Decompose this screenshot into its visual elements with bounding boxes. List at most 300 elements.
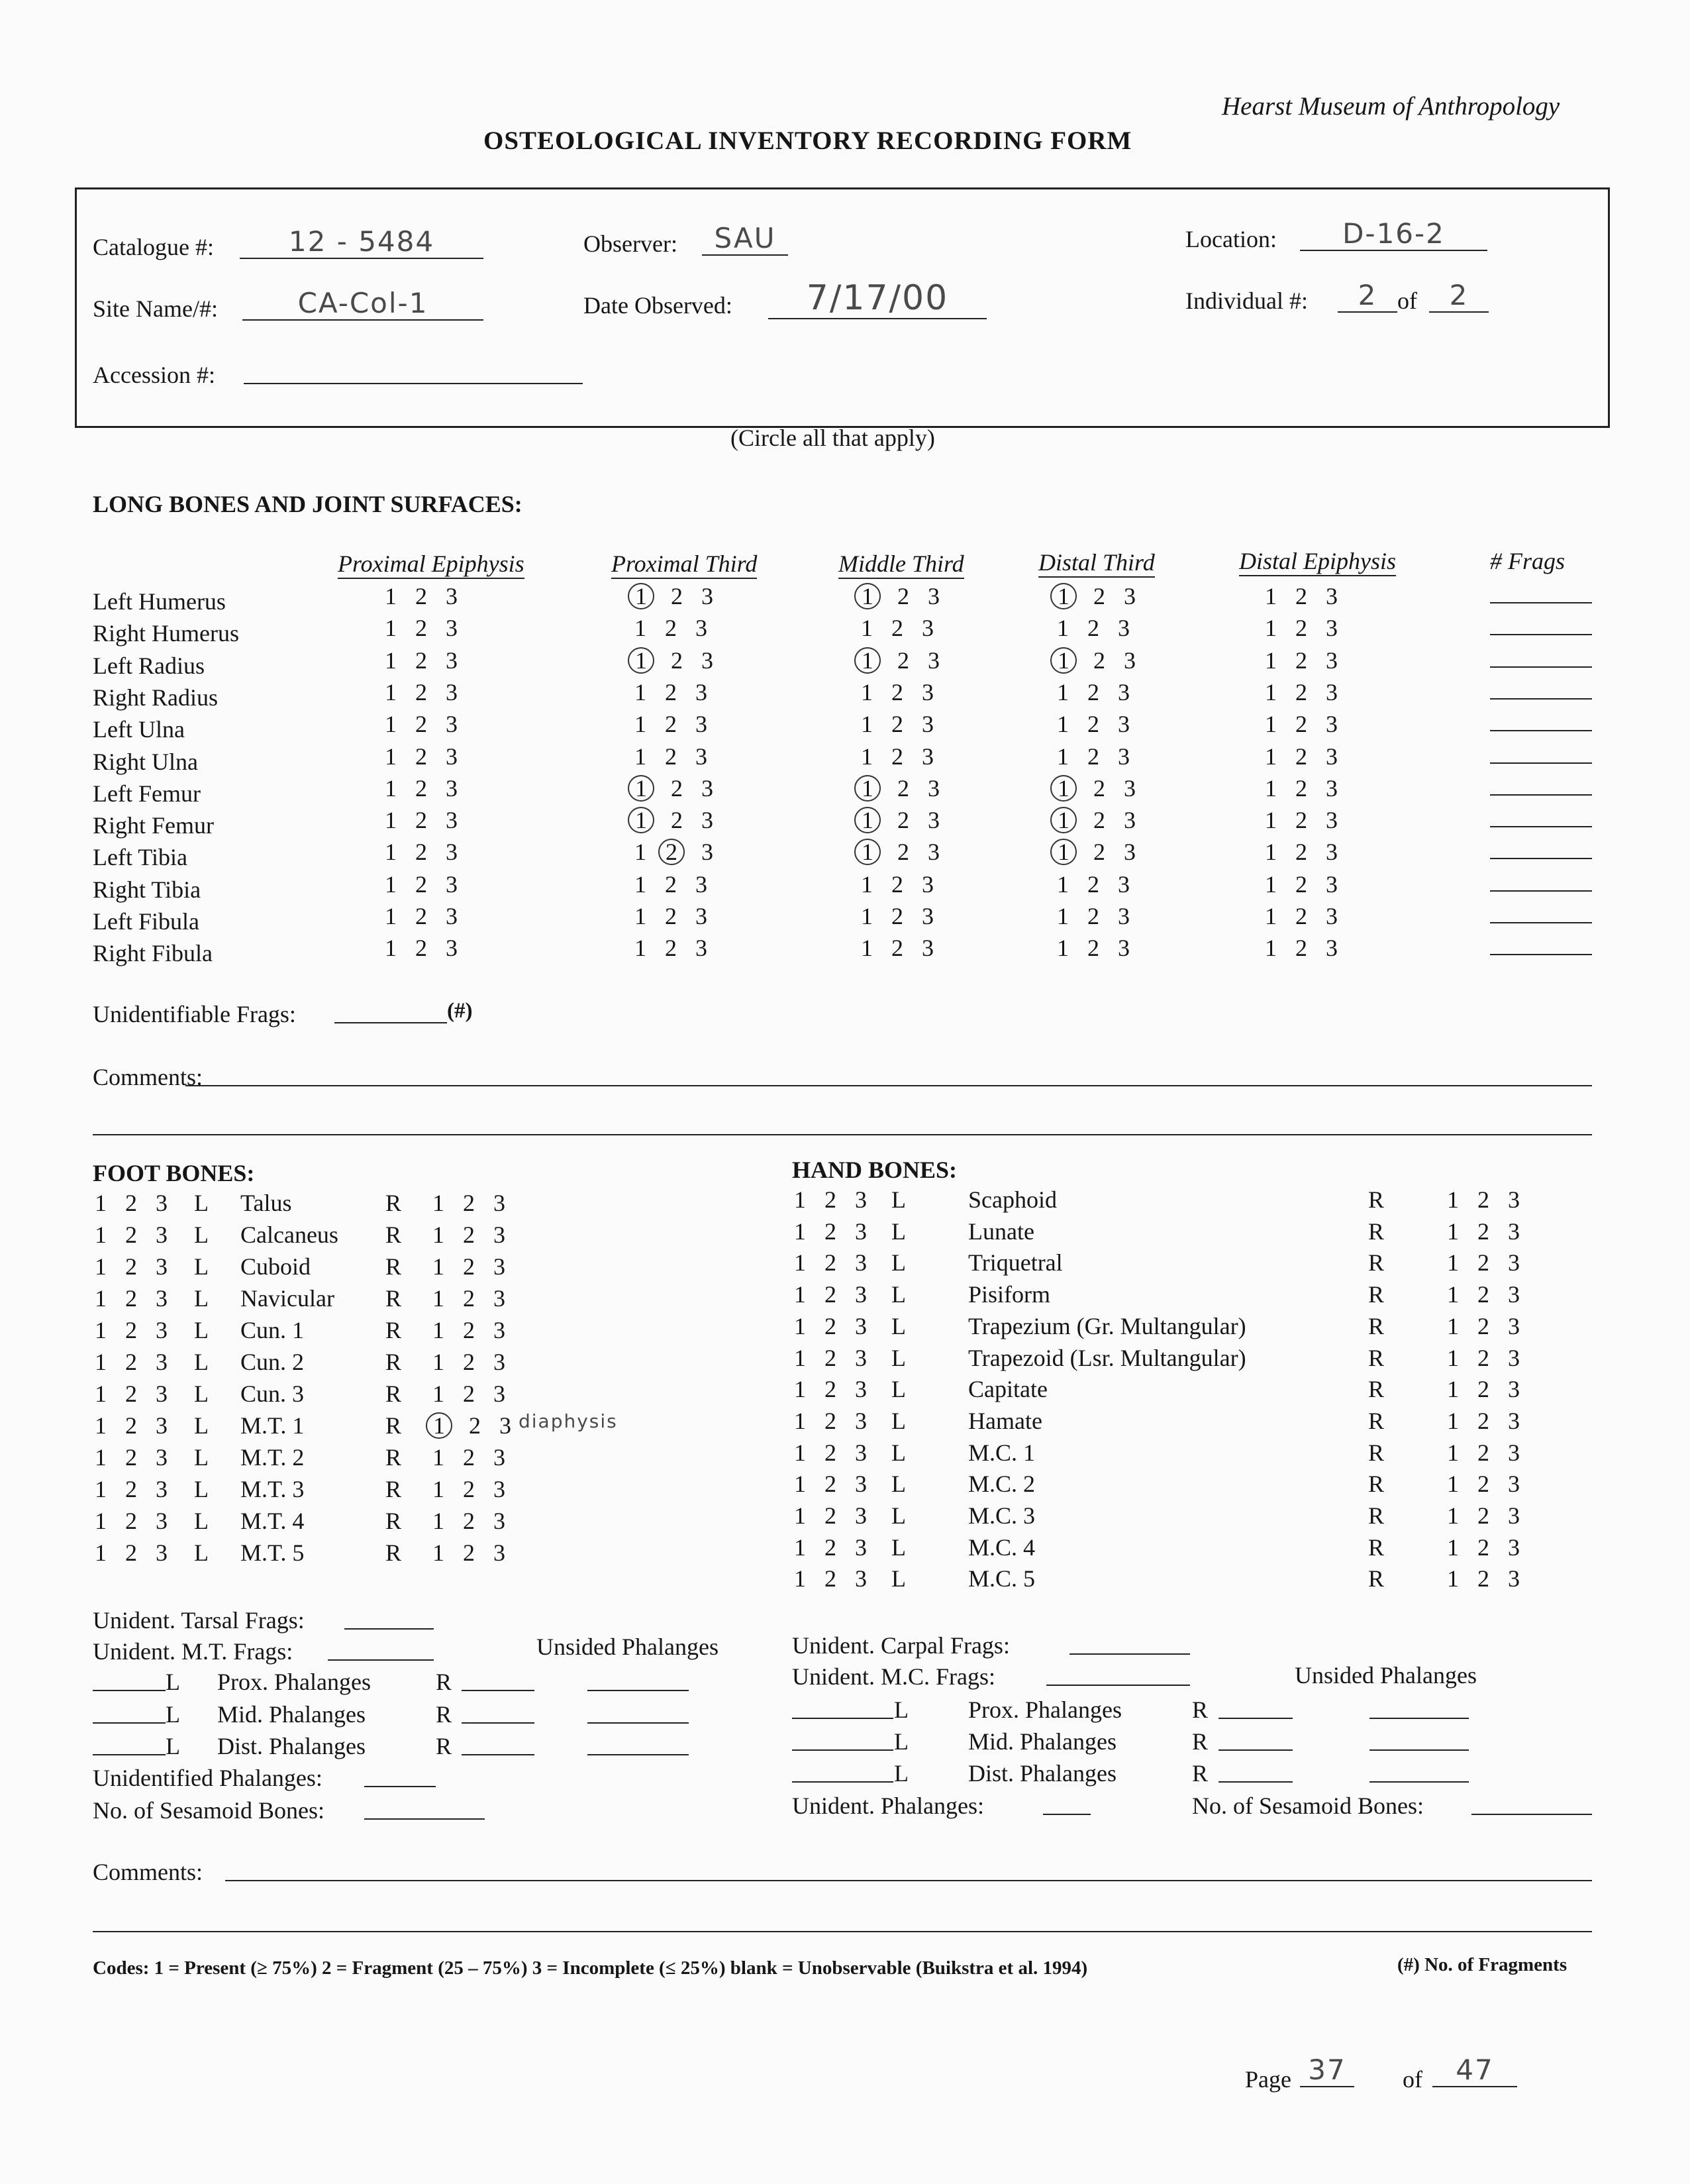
accession-field[interactable] [244,358,583,384]
foot-cun-1-right-option-1[interactable]: 1 [432,1317,444,1343]
long-bone-right-ulna-col5-option-1[interactable]: 1 [1265,743,1277,770]
hand-m-c-2-right-option-3[interactable]: 3 [1508,1471,1520,1498]
foot-m-t-3-right-option-2[interactable]: 2 [463,1476,475,1502]
foot-m-t-4-right-option-3[interactable]: 3 [493,1508,505,1534]
long-bone-right-fibula-col3-option-1[interactable]: 1 [861,935,873,962]
long-bone-left-tibia-frags-field[interactable] [1490,835,1592,859]
long-bone-right-femur-col5-option-2[interactable]: 2 [1295,807,1307,834]
hand-m-c-4-right-option-3[interactable]: 3 [1508,1534,1520,1561]
long-bone-right-femur-col1-option-3[interactable]: 3 [446,807,458,834]
long-bone-right-humerus-col3-option-2[interactable]: 2 [891,615,903,642]
hand-scaphoid-left-option-3[interactable]: 3 [855,1186,867,1213]
hand-m-c-4-left-option-3[interactable]: 3 [855,1534,867,1561]
long-bone-right-ulna-col2-option-3[interactable]: 3 [695,743,707,770]
long-bone-left-fibula-col4-option-1[interactable]: 1 [1057,903,1069,929]
hand-m-c-2-right-option-2[interactable]: 2 [1477,1471,1489,1498]
long-bone-right-fibula-col1-option-3[interactable]: 3 [446,935,458,962]
hand-trapezoid-lsr-multangular-left-option-2[interactable]: 2 [824,1344,836,1371]
hand-m-c-5-right-option-2[interactable]: 2 [1477,1565,1489,1592]
long-bone-left-ulna-col5-option-3[interactable]: 3 [1326,711,1338,738]
long-bone-right-radius-col2-option-3[interactable]: 3 [695,678,707,705]
hand-unid-phalanges-field[interactable] [1043,1789,1091,1815]
site-field[interactable]: CA-Col-1 [242,287,483,321]
long-bone-left-femur-col2-option-1[interactable]: 1 [628,775,654,802]
hand-trapezium-gr-multangular-right-option-2[interactable]: 2 [1477,1312,1489,1339]
long-bone-right-tibia-col3-option-3[interactable]: 3 [922,870,934,898]
hand-hamate-right-option-1[interactable]: 1 [1447,1407,1459,1434]
foot-m-t-2-right-option-1[interactable]: 1 [432,1444,444,1471]
long-bone-right-humerus-col5-option-3[interactable]: 3 [1326,615,1338,642]
long-bone-left-humerus-col1-option-1[interactable]: 1 [385,583,397,609]
long-bone-right-humerus-col4-option-3[interactable]: 3 [1118,615,1130,642]
foot-calcaneus-left-option-2[interactable]: 2 [125,1222,137,1248]
long-bone-right-tibia-col5-option-3[interactable]: 3 [1326,870,1338,898]
tarsal-frags-field[interactable] [344,1603,434,1630]
long-bone-right-fibula-col5-option-2[interactable]: 2 [1295,935,1307,962]
hand-dist-phalanges-unsided-field[interactable] [1369,1756,1469,1783]
long-bone-right-radius-col3-option-2[interactable]: 2 [891,678,903,705]
long-bone-right-radius-col5-option-1[interactable]: 1 [1265,678,1277,705]
foot-calcaneus-left-option-3[interactable]: 3 [156,1222,168,1248]
long-bone-right-humerus-col5-option-1[interactable]: 1 [1265,615,1277,642]
long-bone-right-humerus-col3-option-3[interactable]: 3 [922,615,934,642]
long-bone-right-humerus-col5-option-2[interactable]: 2 [1295,615,1307,642]
hand-triquetral-right-option-3[interactable]: 3 [1508,1249,1520,1276]
long-bone-left-fibula-col5-option-1[interactable]: 1 [1265,903,1277,929]
hand-scaphoid-right-option-1[interactable]: 1 [1447,1186,1459,1213]
long-bone-left-femur-col1-option-2[interactable]: 2 [415,774,427,802]
foot-unid-phalanges-field[interactable] [364,1761,436,1787]
mt-frags-field[interactable] [328,1634,434,1661]
long-bone-right-femur-col3-option-2[interactable]: 2 [897,807,909,834]
long-bone-right-femur-col2-option-2[interactable]: 2 [671,807,683,834]
hand-m-c-1-left-option-2[interactable]: 2 [824,1439,836,1466]
hand-m-c-1-right-option-3[interactable]: 3 [1508,1439,1520,1466]
foot-cuboid-left-option-2[interactable]: 2 [125,1253,137,1280]
foot-talus-right-option-1[interactable]: 1 [432,1190,444,1216]
long-bone-left-fibula-col2-option-3[interactable]: 3 [695,903,707,929]
hand-m-c-4-right-option-2[interactable]: 2 [1477,1534,1489,1561]
long-bone-right-fibula-col5-option-3[interactable]: 3 [1326,935,1338,962]
long-bone-left-humerus-col4-option-2[interactable]: 2 [1093,583,1105,609]
foot-m-t-2-left-option-1[interactable]: 1 [95,1444,107,1471]
long-bone-left-radius-col2-option-2[interactable]: 2 [671,647,683,674]
long-bone-right-radius-col5-option-3[interactable]: 3 [1326,678,1338,705]
long-bone-right-fibula-col1-option-1[interactable]: 1 [385,935,397,962]
long-bone-left-radius-col3-option-3[interactable]: 3 [928,647,940,674]
long-bone-right-ulna-col2-option-2[interactable]: 2 [665,743,677,770]
long-bone-right-radius-col4-option-2[interactable]: 2 [1087,678,1099,705]
foot-m-t-3-right-option-3[interactable]: 3 [493,1476,505,1502]
foot-m-t-3-left-option-1[interactable]: 1 [95,1476,107,1502]
long-bone-left-humerus-col5-option-3[interactable]: 3 [1326,583,1338,609]
hand-triquetral-right-option-2[interactable]: 2 [1477,1249,1489,1276]
long-bone-left-fibula-col1-option-3[interactable]: 3 [446,903,458,929]
hand-m-c-4-left-option-2[interactable]: 2 [824,1534,836,1561]
long-bone-left-femur-col5-option-3[interactable]: 3 [1326,774,1338,802]
long-bone-left-femur-col3-option-1[interactable]: 1 [854,775,881,802]
hand-lunate-left-option-2[interactable]: 2 [824,1218,836,1245]
long-bone-left-femur-col4-option-3[interactable]: 3 [1124,774,1136,802]
long-bone-left-femur-col1-option-1[interactable]: 1 [385,774,397,802]
long-bone-left-radius-col2-option-1[interactable]: 1 [628,647,654,674]
long-bone-right-ulna-col4-option-1[interactable]: 1 [1057,743,1069,770]
hand-m-c-2-left-option-1[interactable]: 1 [794,1471,806,1498]
long-bone-left-ulna-col2-option-1[interactable]: 1 [634,711,646,738]
long-bone-left-radius-col4-option-1[interactable]: 1 [1050,647,1077,674]
long-bone-right-ulna-col4-option-3[interactable]: 3 [1118,743,1130,770]
long-bones-comments-field[interactable] [185,1060,1592,1086]
long-bone-right-humerus-col1-option-2[interactable]: 2 [415,615,427,642]
hand-hamate-left-option-3[interactable]: 3 [855,1407,867,1434]
long-bone-left-radius-col3-option-2[interactable]: 2 [897,647,909,674]
long-bone-left-fibula-col1-option-2[interactable]: 2 [415,903,427,929]
foot-cun-1-left-option-1[interactable]: 1 [95,1317,107,1343]
foot-m-t-1-left-option-2[interactable]: 2 [125,1412,137,1439]
foot-cuboid-right-option-2[interactable]: 2 [463,1253,475,1280]
foot-cun-3-left-option-1[interactable]: 1 [95,1380,107,1407]
long-bone-right-radius-col3-option-1[interactable]: 1 [861,678,873,705]
foot-talus-right-option-3[interactable]: 3 [493,1190,505,1216]
foot-prox-phalanges-left-field[interactable] [93,1665,166,1691]
foot-cun-2-left-option-3[interactable]: 3 [156,1349,168,1375]
foot-m-t-5-right-option-3[interactable]: 3 [493,1539,505,1566]
foot-cuboid-right-option-1[interactable]: 1 [432,1253,444,1280]
long-bone-right-ulna-col3-option-3[interactable]: 3 [922,743,934,770]
hand-capitate-left-option-1[interactable]: 1 [794,1376,806,1403]
long-bone-left-fibula-col5-option-3[interactable]: 3 [1326,903,1338,929]
long-bone-left-fibula-col2-option-2[interactable]: 2 [665,903,677,929]
hand-hamate-right-option-2[interactable]: 2 [1477,1407,1489,1434]
location-field[interactable]: D-16-2 [1300,217,1487,251]
foot-m-t-5-left-option-2[interactable]: 2 [125,1539,137,1566]
hand-capitate-right-option-3[interactable]: 3 [1508,1376,1520,1403]
foot-navicular-left-option-2[interactable]: 2 [125,1285,137,1312]
hand-capitate-right-option-2[interactable]: 2 [1477,1376,1489,1403]
long-bone-left-radius-col5-option-3[interactable]: 3 [1326,647,1338,674]
long-bone-left-radius-col1-option-2[interactable]: 2 [415,647,427,674]
long-bone-right-tibia-col4-option-2[interactable]: 2 [1087,870,1099,898]
hand-pisiform-right-option-3[interactable]: 3 [1508,1281,1520,1308]
long-bone-right-fibula-col2-option-1[interactable]: 1 [634,935,646,962]
catalogue-field[interactable]: 12 - 5484 [240,225,483,259]
long-bone-right-femur-col1-option-2[interactable]: 2 [415,807,427,834]
long-bone-left-femur-col2-option-2[interactable]: 2 [671,774,683,802]
long-bone-left-femur-col2-option-3[interactable]: 3 [701,774,713,802]
hand-capitate-right-option-1[interactable]: 1 [1447,1376,1459,1403]
long-bone-left-tibia-col5-option-2[interactable]: 2 [1295,839,1307,866]
hand-prox-phalanges-left-field[interactable] [792,1692,893,1719]
hand-capitate-left-option-2[interactable]: 2 [824,1376,836,1403]
long-bone-right-femur-col3-option-1[interactable]: 1 [854,807,881,833]
hand-m-c-4-left-option-1[interactable]: 1 [794,1534,806,1561]
hand-prox-phalanges-unsided-field[interactable] [1369,1692,1469,1719]
long-bone-left-femur-col4-option-2[interactable]: 2 [1093,774,1105,802]
foot-cuboid-left-option-3[interactable]: 3 [156,1253,168,1280]
long-bone-right-radius-col1-option-2[interactable]: 2 [415,678,427,705]
hand-m-c-3-right-option-2[interactable]: 2 [1477,1502,1489,1529]
foot-m-t-1-right-option-1[interactable]: 1 [426,1412,452,1439]
long-bone-right-femur-col3-option-3[interactable]: 3 [928,807,940,834]
long-bone-left-fibula-col3-option-2[interactable]: 2 [891,903,903,929]
foot-mid-phalanges-left-field[interactable] [93,1697,166,1724]
hand-trapezium-gr-multangular-left-option-1[interactable]: 1 [794,1312,806,1339]
foot-m-t-4-left-option-1[interactable]: 1 [95,1508,107,1534]
long-bone-left-radius-col3-option-1[interactable]: 1 [854,647,881,674]
page-current-field[interactable]: 37 [1300,2054,1354,2087]
hand-trapezoid-lsr-multangular-right-option-3[interactable]: 3 [1508,1344,1520,1371]
foot-m-t-3-left-option-2[interactable]: 2 [125,1476,137,1502]
foot-m-t-2-left-option-3[interactable]: 3 [156,1444,168,1471]
long-bone-right-tibia-col3-option-1[interactable]: 1 [861,870,873,898]
long-bone-right-radius-col5-option-2[interactable]: 2 [1295,678,1307,705]
hand-m-c-2-left-option-2[interactable]: 2 [824,1471,836,1498]
hand-mid-phalanges-right-field[interactable] [1218,1724,1293,1751]
hand-triquetral-left-option-1[interactable]: 1 [794,1249,806,1276]
long-bone-right-humerus-col1-option-1[interactable]: 1 [385,615,397,642]
long-bone-right-femur-frags-field[interactable] [1490,804,1592,827]
long-bone-right-ulna-col5-option-3[interactable]: 3 [1326,743,1338,770]
hand-m-c-3-left-option-2[interactable]: 2 [824,1502,836,1529]
long-bone-left-radius-col1-option-1[interactable]: 1 [385,647,397,674]
long-bone-right-humerus-col2-option-3[interactable]: 3 [695,615,707,642]
long-bone-right-ulna-frags-field[interactable] [1490,740,1592,764]
long-bone-left-tibia-col1-option-3[interactable]: 3 [446,839,458,866]
foot-m-t-5-right-option-2[interactable]: 2 [463,1539,475,1566]
long-bone-left-tibia-col5-option-1[interactable]: 1 [1265,839,1277,866]
long-bone-left-femur-col3-option-3[interactable]: 3 [928,774,940,802]
foot-sesamoid-field[interactable] [364,1793,485,1820]
foot-cun-2-right-option-2[interactable]: 2 [463,1349,475,1375]
long-bone-right-ulna-col1-option-2[interactable]: 2 [415,743,427,770]
long-bone-left-fibula-col2-option-1[interactable]: 1 [634,903,646,929]
hand-trapezoid-lsr-multangular-right-option-2[interactable]: 2 [1477,1344,1489,1371]
long-bone-left-ulna-col3-option-2[interactable]: 2 [891,711,903,738]
long-bone-left-ulna-col2-option-2[interactable]: 2 [665,711,677,738]
hand-mid-phalanges-unsided-field[interactable] [1369,1724,1469,1751]
unident-frags-field[interactable] [334,997,447,1023]
hand-capitate-left-option-3[interactable]: 3 [855,1376,867,1403]
foot-cun-3-right-option-3[interactable]: 3 [493,1380,505,1407]
long-bone-right-tibia-col1-option-1[interactable]: 1 [385,870,397,898]
hand-trapezium-gr-multangular-left-option-3[interactable]: 3 [855,1312,867,1339]
long-bone-right-femur-col4-option-1[interactable]: 1 [1050,807,1077,833]
hand-m-c-5-left-option-1[interactable]: 1 [794,1565,806,1592]
long-bone-left-fibula-frags-field[interactable] [1490,900,1592,923]
hand-mid-phalanges-left-field[interactable] [792,1724,893,1751]
long-bone-left-tibia-col3-option-2[interactable]: 2 [897,839,909,866]
long-bone-right-radius-col1-option-1[interactable]: 1 [385,678,397,705]
hand-pisiform-left-option-3[interactable]: 3 [855,1281,867,1308]
long-bone-right-tibia-col5-option-2[interactable]: 2 [1295,870,1307,898]
foot-m-t-3-left-option-3[interactable]: 3 [156,1476,168,1502]
observer-field[interactable]: SAU [702,222,788,256]
long-bone-left-fibula-col1-option-1[interactable]: 1 [385,903,397,929]
long-bone-left-tibia-col2-option-1[interactable]: 1 [634,839,646,866]
long-bone-left-femur-col4-option-1[interactable]: 1 [1050,775,1077,802]
foot-calcaneus-right-option-2[interactable]: 2 [463,1222,475,1248]
hand-scaphoid-left-option-2[interactable]: 2 [824,1186,836,1213]
long-bone-left-fibula-col4-option-3[interactable]: 3 [1118,903,1130,929]
hand-m-c-5-left-option-3[interactable]: 3 [855,1565,867,1592]
foot-mid-phalanges-unsided-field[interactable] [587,1697,689,1724]
long-bone-right-ulna-col3-option-2[interactable]: 2 [891,743,903,770]
long-bone-left-humerus-col5-option-1[interactable]: 1 [1265,583,1277,609]
long-bone-right-fibula-col2-option-2[interactable]: 2 [665,935,677,962]
long-bone-right-humerus-col2-option-2[interactable]: 2 [665,615,677,642]
long-bone-left-humerus-col2-option-2[interactable]: 2 [671,583,683,609]
hand-sesamoid-field[interactable] [1471,1789,1592,1815]
hand-m-c-3-left-option-3[interactable]: 3 [855,1502,867,1529]
long-bone-left-fibula-col3-option-1[interactable]: 1 [861,903,873,929]
foot-m-t-5-left-option-1[interactable]: 1 [95,1539,107,1566]
foot-calcaneus-left-option-1[interactable]: 1 [95,1222,107,1248]
date-observed-field[interactable]: 7/17/00 [768,278,987,319]
foot-m-t-5-left-option-3[interactable]: 3 [156,1539,168,1566]
hand-m-c-5-right-option-1[interactable]: 1 [1447,1565,1459,1592]
long-bone-right-tibia-col2-option-2[interactable]: 2 [665,870,677,898]
long-bone-left-fibula-col5-option-2[interactable]: 2 [1295,903,1307,929]
hand-lunate-right-option-3[interactable]: 3 [1508,1218,1520,1245]
foot-calcaneus-right-option-3[interactable]: 3 [493,1222,505,1248]
long-bone-left-radius-col1-option-3[interactable]: 3 [446,647,458,674]
foot-m-t-2-left-option-2[interactable]: 2 [125,1444,137,1471]
foot-prox-phalanges-right-field[interactable] [462,1665,534,1691]
long-bone-right-tibia-col3-option-2[interactable]: 2 [891,870,903,898]
hand-trapezoid-lsr-multangular-right-option-1[interactable]: 1 [1447,1344,1459,1371]
foot-navicular-right-option-3[interactable]: 3 [493,1285,505,1312]
long-bone-left-ulna-col4-option-2[interactable]: 2 [1087,711,1099,738]
individual-total-field[interactable]: 2 [1429,279,1489,313]
long-bone-left-humerus-col2-option-1[interactable]: 1 [628,583,654,609]
foot-talus-left-option-3[interactable]: 3 [156,1190,168,1216]
hand-m-c-2-left-option-3[interactable]: 3 [855,1471,867,1498]
long-bone-right-ulna-col2-option-1[interactable]: 1 [634,743,646,770]
foot-cun-1-left-option-2[interactable]: 2 [125,1317,137,1343]
foot-navicular-right-option-2[interactable]: 2 [463,1285,475,1312]
long-bone-left-radius-frags-field[interactable] [1490,644,1592,668]
hand-m-c-1-left-option-1[interactable]: 1 [794,1439,806,1466]
hand-prox-phalanges-right-field[interactable] [1218,1692,1293,1719]
hand-hamate-right-option-3[interactable]: 3 [1508,1407,1520,1434]
foot-m-t-4-right-option-1[interactable]: 1 [432,1508,444,1534]
hand-trapezium-gr-multangular-left-option-2[interactable]: 2 [824,1312,836,1339]
foot-cun-1-left-option-3[interactable]: 3 [156,1317,168,1343]
long-bone-right-radius-col3-option-3[interactable]: 3 [922,678,934,705]
long-bone-right-femur-col1-option-1[interactable]: 1 [385,807,397,834]
hand-lunate-left-option-3[interactable]: 3 [855,1218,867,1245]
long-bone-right-radius-col4-option-3[interactable]: 3 [1118,678,1130,705]
foot-m-t-4-left-option-2[interactable]: 2 [125,1508,137,1534]
foot-m-t-1-right-option-2[interactable]: 2 [469,1412,481,1439]
foot-talus-right-option-2[interactable]: 2 [463,1190,475,1216]
mc-frags-field[interactable] [1046,1659,1190,1686]
long-bone-right-ulna-col3-option-1[interactable]: 1 [861,743,873,770]
foot-cun-2-left-option-1[interactable]: 1 [95,1349,107,1375]
foot-dist-phalanges-right-field[interactable] [462,1729,534,1755]
long-bone-left-ulna-col4-option-1[interactable]: 1 [1057,711,1069,738]
long-bone-left-radius-col2-option-3[interactable]: 3 [701,647,713,674]
foot-m-t-5-right-option-1[interactable]: 1 [432,1539,444,1566]
hand-trapezium-gr-multangular-right-option-3[interactable]: 3 [1508,1312,1520,1339]
long-bone-left-femur-col3-option-2[interactable]: 2 [897,774,909,802]
long-bone-left-tibia-col4-option-3[interactable]: 3 [1124,839,1136,866]
long-bone-left-radius-col4-option-2[interactable]: 2 [1093,647,1105,674]
long-bone-right-ulna-col4-option-2[interactable]: 2 [1087,743,1099,770]
foot-cuboid-left-option-1[interactable]: 1 [95,1253,107,1280]
foot-navicular-left-option-3[interactable]: 3 [156,1285,168,1312]
foot-m-t-1-left-option-1[interactable]: 1 [95,1412,107,1439]
hand-m-c-1-right-option-1[interactable]: 1 [1447,1439,1459,1466]
foot-cun-3-right-option-1[interactable]: 1 [432,1380,444,1407]
long-bone-right-ulna-col5-option-2[interactable]: 2 [1295,743,1307,770]
hand-scaphoid-right-option-2[interactable]: 2 [1477,1186,1489,1213]
hand-trapezoid-lsr-multangular-left-option-1[interactable]: 1 [794,1344,806,1371]
foot-prox-phalanges-unsided-field[interactable] [587,1665,689,1691]
foot-m-t-4-left-option-3[interactable]: 3 [156,1508,168,1534]
hand-pisiform-left-option-2[interactable]: 2 [824,1281,836,1308]
foot-mid-phalanges-right-field[interactable] [462,1697,534,1724]
foot-cun-3-left-option-2[interactable]: 2 [125,1380,137,1407]
long-bone-left-humerus-col3-option-3[interactable]: 3 [928,583,940,609]
long-bone-right-ulna-col1-option-1[interactable]: 1 [385,743,397,770]
hand-dist-phalanges-left-field[interactable] [792,1756,893,1783]
foot-cun-3-right-option-2[interactable]: 2 [463,1380,475,1407]
long-bone-left-humerus-frags-field[interactable] [1490,580,1592,603]
long-bone-left-tibia-col1-option-2[interactable]: 2 [415,839,427,866]
long-bone-left-radius-col5-option-1[interactable]: 1 [1265,647,1277,674]
long-bone-right-radius-col1-option-3[interactable]: 3 [446,678,458,705]
foot-navicular-right-option-1[interactable]: 1 [432,1285,444,1312]
long-bone-right-femur-col4-option-2[interactable]: 2 [1093,807,1105,834]
hand-dist-phalanges-right-field[interactable] [1218,1756,1293,1783]
long-bone-right-fibula-col4-option-1[interactable]: 1 [1057,935,1069,962]
foot-m-t-1-left-option-3[interactable]: 3 [156,1412,168,1439]
foot-cun-2-left-option-2[interactable]: 2 [125,1349,137,1375]
long-bone-right-fibula-frags-field[interactable] [1490,931,1592,955]
foot-talus-left-option-1[interactable]: 1 [95,1190,107,1216]
long-bone-right-femur-col4-option-3[interactable]: 3 [1124,807,1136,834]
hand-m-c-5-left-option-2[interactable]: 2 [824,1565,836,1592]
hand-triquetral-left-option-3[interactable]: 3 [855,1249,867,1276]
hand-m-c-1-right-option-2[interactable]: 2 [1477,1439,1489,1466]
long-bone-right-humerus-col1-option-3[interactable]: 3 [446,615,458,642]
hand-scaphoid-right-option-3[interactable]: 3 [1508,1186,1520,1213]
hand-scaphoid-left-option-1[interactable]: 1 [794,1186,806,1213]
long-bone-right-humerus-col2-option-1[interactable]: 1 [634,615,646,642]
long-bone-left-ulna-col1-option-1[interactable]: 1 [385,711,397,738]
hand-lunate-right-option-1[interactable]: 1 [1447,1218,1459,1245]
long-bone-left-humerus-col5-option-2[interactable]: 2 [1295,583,1307,609]
hand-m-c-1-left-option-3[interactable]: 3 [855,1439,867,1466]
long-bone-left-fibula-col3-option-3[interactable]: 3 [922,903,934,929]
long-bone-left-humerus-col2-option-3[interactable]: 3 [701,583,713,609]
long-bone-left-tibia-col3-option-1[interactable]: 1 [854,839,881,865]
foot-dist-phalanges-left-field[interactable] [93,1729,166,1755]
hand-m-c-3-right-option-3[interactable]: 3 [1508,1502,1520,1529]
long-bone-right-ulna-col1-option-3[interactable]: 3 [446,743,458,770]
long-bone-left-tibia-col2-option-2[interactable]: 2 [658,839,685,865]
long-bone-right-tibia-col4-option-1[interactable]: 1 [1057,870,1069,898]
long-bone-right-tibia-col5-option-1[interactable]: 1 [1265,870,1277,898]
long-bone-right-radius-frags-field[interactable] [1490,676,1592,700]
long-bone-right-fibula-col3-option-2[interactable]: 2 [891,935,903,962]
foot-m-t-3-right-option-1[interactable]: 1 [432,1476,444,1502]
long-bone-left-tibia-col2-option-3[interactable]: 3 [701,839,713,866]
long-bone-left-tibia-col5-option-3[interactable]: 3 [1326,839,1338,866]
long-bone-right-fibula-col2-option-3[interactable]: 3 [695,935,707,962]
long-bone-left-tibia-col1-option-1[interactable]: 1 [385,839,397,866]
